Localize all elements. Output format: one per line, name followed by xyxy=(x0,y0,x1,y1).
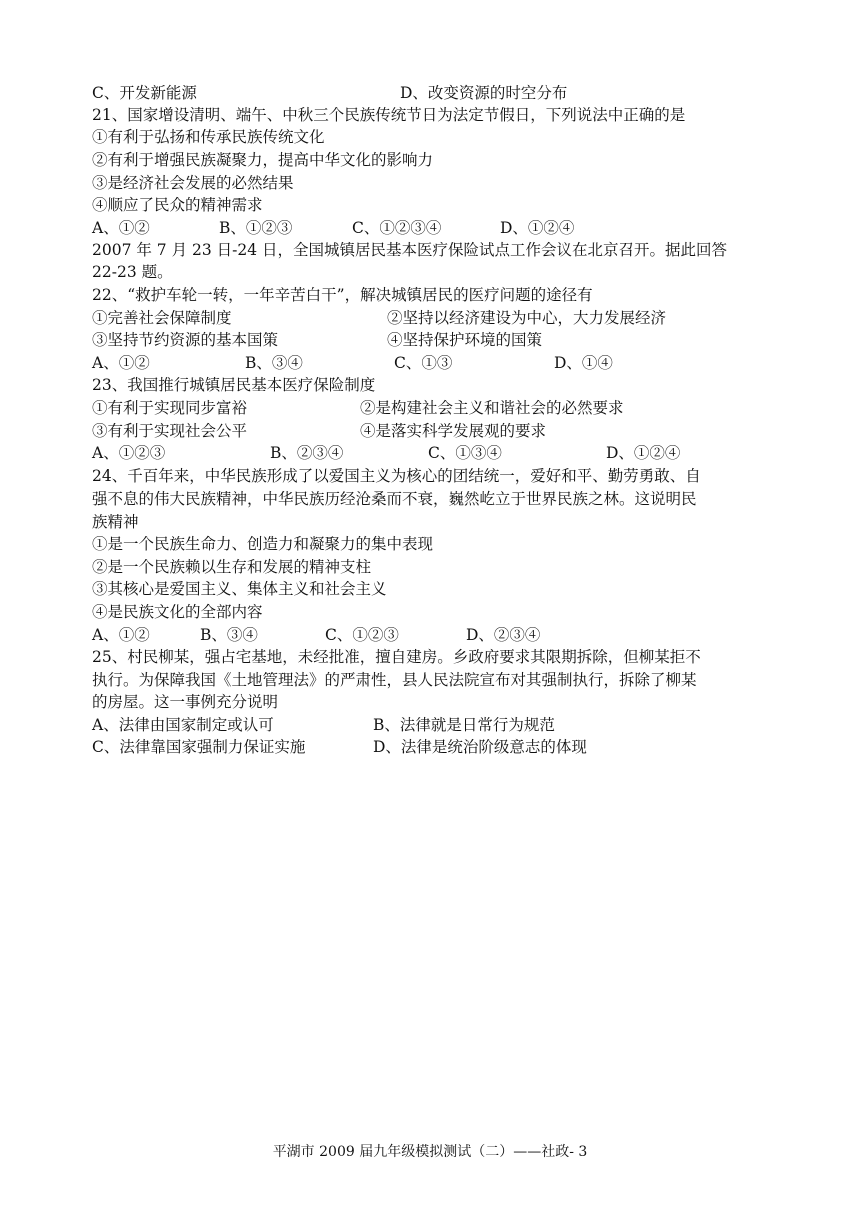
q20-option-c: C、开发新能源 xyxy=(92,84,197,102)
q22-option-b: B、③④ xyxy=(245,354,303,372)
q25-option-a: A、法律由国家制定或认可 xyxy=(92,716,274,734)
q24-item-2: ②是一个民族赖以生存和发展的精神支柱 xyxy=(92,558,372,576)
q24-item-3: ③其核心是爱国主义、集体主义和社会主义 xyxy=(92,580,387,598)
q21-option-c: C、①②③④ xyxy=(352,219,442,237)
q24-stem-line-3: 族精神 xyxy=(92,513,139,531)
q21-option-a: A、①② xyxy=(92,219,150,237)
q24-option-a: A、①② xyxy=(92,626,150,644)
q24-option-b: B、③④ xyxy=(200,626,258,644)
q25-stem-line-2: 执行。为保障我国《土地管理法》的严肃性，县人民法院宣布对其强制执行，拆除了柳某 xyxy=(92,671,697,689)
q25-option-c: C、法律靠国家强制力保证实施 xyxy=(92,738,306,756)
q24-stem-line-1: 24、千百年来，中华民族形成了以爱国主义为核心的团结统一，爱好和平、勤劳勇敢、自 xyxy=(92,467,701,485)
q23-item-3: ③有利于实现社会公平 xyxy=(92,422,248,440)
q25-stem-line-3: 的房屋。这一事例充分说明 xyxy=(92,693,279,711)
q24-option-c: C、①②③ xyxy=(325,626,399,644)
q23-item-4: ④是落实科学发展观的要求 xyxy=(360,422,547,440)
material-line-1: 2007 年 7 月 23 日-24 日，全国城镇居民基本医疗保险试点工作会议在北京召开。据此回答 xyxy=(92,241,728,259)
material-line-2: 22-23 题。 xyxy=(92,263,173,281)
q24-item-1: ①是一个民族生命力、创造力和凝聚力的集中表现 xyxy=(92,535,434,553)
q22-item-4: ④坚持保护环境的国策 xyxy=(387,331,543,349)
q22-item-1: ①完善社会保障制度 xyxy=(92,309,232,327)
q25-option-b: B、法律就是日常行为规范 xyxy=(373,716,555,734)
q23-item-2: ②是构建社会主义和谐社会的必然要求 xyxy=(360,399,624,417)
page-footer: 平湖市 2009 届九年级模拟测试（二）——社政- 3 xyxy=(272,1144,588,1160)
q22-item-2: ②坚持以经济建设为中心，大力发展经济 xyxy=(387,309,667,327)
q22-option-d: D、①④ xyxy=(554,354,613,372)
q23-option-d: D、①②④ xyxy=(606,444,681,462)
q25-option-d: D、法律是统治阶级意志的体现 xyxy=(373,738,587,756)
q21-item-1: ①有利于弘扬和传承民族传统文化 xyxy=(92,128,325,146)
q22-item-3: ③坚持节约资源的基本国策 xyxy=(92,331,279,349)
q20-option-d: D、改变资源的时空分布 xyxy=(400,84,568,102)
q21-item-4: ④顺应了民众的精神需求 xyxy=(92,196,263,214)
q21-option-d: D、①②④ xyxy=(500,219,575,237)
q23-item-1: ①有利于实现同步富裕 xyxy=(92,399,248,417)
q22-option-c: C、①③ xyxy=(394,354,453,372)
q24-option-d: D、②③④ xyxy=(466,626,541,644)
q23-option-b: B、②③④ xyxy=(270,444,344,462)
q24-item-4: ④是民族文化的全部内容 xyxy=(92,603,263,621)
q23-option-a: A、①②③ xyxy=(92,444,166,462)
q21-option-b: B、①②③ xyxy=(219,219,293,237)
q21-stem: 21、国家增设清明、端午、中秋三个民族传统节日为法定节假日，下列说法中正确的是 xyxy=(92,106,686,124)
q23-option-c: C、①③④ xyxy=(428,444,502,462)
q23-stem: 23、我国推行城镇居民基本医疗保险制度 xyxy=(92,376,376,394)
q24-stem-line-2: 强不息的伟大民族精神，中华民族历经沧桑而不衰，巍然屹立于世界民族之林。这说明民 xyxy=(92,490,697,508)
q22-option-a: A、①② xyxy=(92,354,150,372)
q22-stem: 22、“救护车轮一转，一年辛苦白干”，解决城镇居民的医疗问题的途径有 xyxy=(92,286,593,304)
q21-item-3: ③是经济社会发展的必然结果 xyxy=(92,174,294,192)
q21-item-2: ②有利于增强民族凝聚力，提高中华文化的影响力 xyxy=(92,151,434,169)
q25-stem-line-1: 25、村民柳某，强占宅基地，未经批准，擅自建房。乡政府要求其限期拆除，但柳某拒不 xyxy=(92,648,701,666)
